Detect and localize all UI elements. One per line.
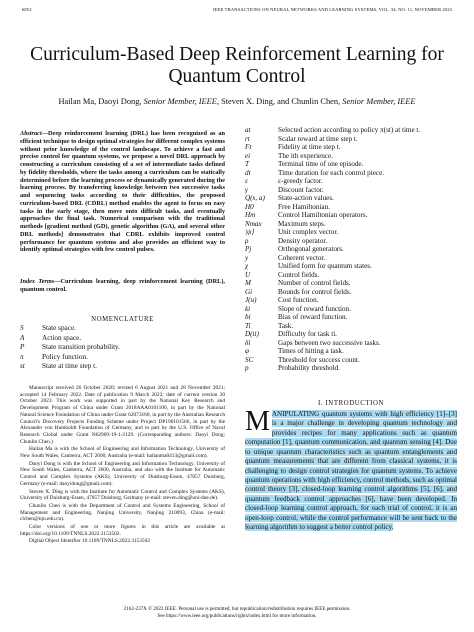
nomenclature-entry: γ Discount factor. xyxy=(245,185,324,194)
footnote-color: Color versions of one or more figures in this article are available at https://doi.org/10.1109/TNNLS.2022.3153502. xyxy=(20,524,225,537)
author-list: Hailan Ma, Daoyi Dong, Senior Member, IEEE, Steven X. Ding, and Chunlin Chen, Senior Member, IEEE xyxy=(58,97,416,106)
nomenclature-entry: A Action space. xyxy=(20,333,82,342)
index-terms-text: Curriculum learning, deep reinforcement learning (DRL), quantum control. xyxy=(20,278,226,293)
footnote-affiliation: Steven X. Ding is with the Institute for Automatic Control and Complex Systems (AKS), University of Duisburg-Essen, 47057 Duisburg, Germany (e-mail: steven.ding@uni-due.de). xyxy=(20,488,225,502)
nomenclature-entry: st State at time step t. xyxy=(20,362,97,371)
nomenclature-heading: NOMENCLATURE xyxy=(91,316,154,323)
nomenclature-entry: H0 Free Hamiltonian. xyxy=(245,202,330,211)
nomenclature-entry: y Coherent vector. xyxy=(245,253,326,262)
nomenclature-entry: Q(s, a) State-action values. xyxy=(245,194,334,203)
nomenclature-entry: dt Time duration for each control piece. xyxy=(245,168,385,177)
footnotes xyxy=(20,385,225,546)
nomenclature-entry: π Policy function. xyxy=(20,352,88,361)
nomenclature-entry: S State space. xyxy=(20,324,76,332)
nomenclature-entry: ρ Density operator. xyxy=(245,236,328,245)
nomenclature-entry: Hm Control Hamiltonian operators. xyxy=(245,211,368,220)
running-header xyxy=(22,7,452,17)
footnote-affiliation: Chunlin Chen is with the Department of Control and Systems Engineering, School of Management and Engineering, Nanjing University, Nanjing 210093, China (e-mail: clchen@nju.edu.cn). xyxy=(20,502,225,523)
nomenclature-entry: χ Unified form for quantum states. xyxy=(245,262,372,271)
nomenclature-entry: SC Threshold for success count. xyxy=(245,355,360,364)
nomenclature-entry: M Number of control fields. xyxy=(245,279,351,288)
footnote-doi: Digital Object Identifier 10.1109/TNNLS.2022.3153502 xyxy=(29,538,150,545)
nomenclature-entry: φ Times of hitting a task. xyxy=(245,347,344,356)
nomenclature-entry: Ft Fidelity at time step t. xyxy=(245,143,341,152)
paper-title: Curriculum-Based Deep Reinforcement Learning for Quantum Control xyxy=(30,44,444,87)
highlighted-text xyxy=(245,406,457,532)
nomenclature-entry: |ψ⟩ Unit complex vector. xyxy=(245,228,339,237)
nomenclature-entry: Ti Task. xyxy=(245,321,294,330)
rights-link-line: See https://www.ieee.org/publications/rights/index.html for more information. xyxy=(157,612,317,619)
nomenclature-right xyxy=(245,126,457,373)
nomenclature-entry: p Probability threshold. xyxy=(245,364,340,373)
author-2: Daoyi Dong xyxy=(98,97,140,106)
nomenclature-entry: Pj Orthogonal generators. xyxy=(245,245,344,254)
abstract-text: Deep reinforcement learning (DRL) has been recognized as an efficient technique to design optimal strategies for different complex systems without prior knowledge of the control landscape. To achieve a fast and precise control for quantum systems, we propose a novel DRL approach by constructing a curriculum consisting of a set of intermediate tasks defined by fidelity thresholds, where the tasks among a curriculum can be statically determined before the learning process or dynamically generated during the learning process. By transferring knowledge between two successive tasks and sequencing tasks according to their difficulties, the proposed curriculum-based DRL (CDRL) method enables the agent to focus on easy tasks in the early stage, then move onto difficult tasks, and eventually approaches the final task. Numerical comparison with the traditional methods [gradient method (GD), genetic algorithm (GA), and several other DRL methods] demonstrates that CDRL exhibits improved control performance for quantum systems and also provides an efficient way to identify optimal strategies with few control pulses. xyxy=(20,130,225,254)
copyright-footer xyxy=(20,606,454,620)
author-4: Chunlin Chen xyxy=(291,97,339,106)
nomenclature-entry: ei The ith experience. xyxy=(245,151,333,160)
abstract: Abstract—Deep reinforcement learning (DRL) has been recognized as an efficient technique to design optimal strategies for different complex systems without prior knowledge of the control landscape. To achieve a fast and precise control for quantum systems, we propose a novel DRL approach by constructing a curriculum consisting of a set of intermediate tasks defined by fidelity thresholds, where the tasks among a curriculum can be statically determined before the learning process or dynamically generated during the learning process. By transferring knowledge between two successive tasks and sequencing tasks according to their difficulties, the proposed curriculum-based DRL (CDRL) method enables the agent to focus on easy tasks in the early stage, then move onto difficult tasks, and eventually approaches the final task. Numerical comparison with the traditional methods [gradient method (GD), genetic algorithm (GA), and several other DRL methods] demonstrates that CDRL exhibits improved control performance for quantum systems and also provides an efficient way to identify optimal strategies with few control pulses. xyxy=(20,130,225,254)
nomenclature-entry: rt Scalar reward at time step t. xyxy=(245,134,358,143)
nomenclature-entry: ki Slope of reward function. xyxy=(245,304,351,313)
copyright-line: 2162-237X © 2022 IEEE. Personal use is permitted, but republication/redistribution requires IEEE permission. xyxy=(123,606,351,612)
section-heading-introduction: I. INTRODUCTION xyxy=(317,400,384,407)
nomenclature-entry: T Terminal time of one episode. xyxy=(245,160,364,169)
journal-name: IEEE TRANSACTIONS ON NEURAL NETWORKS AND LEARNING SYSTEMS, VOL. 34, NO. 11, NOVEMBER 2023 xyxy=(213,7,452,12)
intro-first-word: ANIPULATING xyxy=(271,410,320,418)
footnote-manuscript: Manuscript received 26 October 2020; revised 6 August 2021 and 28 November 2021; accepted 14 February 2022. Date of publication 9 March 2022; date of current version 30 October 2023. This work was supported in part by the National Key Research and Development Program of China under Grant 2018AAA0101100, in part by the National Natural Science Foundation of China under Grant 62073160, in part by the Australian Research Council's Discovery Projects Funding Scheme under Project DP190101566, in part by the Alexander von Humboldt Foundation of Germany, and in part by the U.S. Office of Naval Research Global under Grant N62909-19-1-2129. (Corresponding authors: Daoyi Dong; Chunlin Chen.) xyxy=(20,385,225,445)
index-terms-label: Index Terms xyxy=(20,278,55,285)
footnote-affiliation: Daoyi Dong is with the School of Engineering and Information Technology, University of New South Wales, Canberra, ACT 2600, Australia, and also with the Institute for Automatic Control and Complex Systems (AKS), University of Duisburg-Essen, 47057 Duisburg, Germany (e-mail: daoyidong@gmail.com). xyxy=(20,460,225,487)
nomenclature-entry: at Selected action according to policy π(st) at time t. xyxy=(245,126,421,134)
nomenclature-entry: D(ti) Difficulty for task ti. xyxy=(245,330,337,339)
nomenclature-entry: δi Gaps between two successive tasks. xyxy=(245,338,381,347)
intro-body: quantum systems with high efficiency [1]–[3] is a major challenge in developing quantum technology and provides recipes for many applications such as quantum computation [1], quantum communication, and quantum sensing [4]. Due to unique quantum characteristics such as quantum entanglements and quantum measurements that are different from classical systems, it is challenging to design control strategies for quantum systems. To achieve quantum operations with high efficiency, control methods, such as optimal control theory [3], closed-loop learning control algorithms [5], [6], and quantum feedback control approaches [6], have been developed. In closed-loop learning control approach, for each trial of control, it is an open-loop control, while the control performance will be sent back to the learning algorithm to suggest a better control policy. xyxy=(245,410,457,532)
drop-cap: M xyxy=(245,406,270,437)
nomenclature-entry: Nmax Maximum steps. xyxy=(245,219,326,228)
nomenclature-entry: ε ε-greedy factor. xyxy=(245,177,323,186)
page-number: 6852 xyxy=(22,7,32,12)
author-3: , Steven X. Ding xyxy=(216,97,273,106)
footnote-affiliation: Hailan Ma is with the School of Engineering and Information Technology, University of New South Wales, Canberra, ACT 2600, Australia (e-mail: hailanma0413@gmail.com). xyxy=(20,446,225,460)
nomenclature-entry: Gi Bounds for control fields. xyxy=(245,287,352,296)
index-terms: Index Terms—Curriculum learning, deep reinforcement learning (DRL), quantum control. xyxy=(20,278,226,293)
nomenclature-entry: U Control fields. xyxy=(245,270,320,279)
nomenclature-left xyxy=(20,324,225,372)
nomenclature-entry: J(u) Cost function. xyxy=(245,296,319,305)
abstract-label: Abstract xyxy=(20,130,42,137)
nomenclature-entry: P State transition probability. xyxy=(20,343,120,352)
nomenclature-entry: bi Bias of reward function. xyxy=(245,313,348,322)
introduction-paragraph xyxy=(245,406,457,532)
author-1: Hailan Ma xyxy=(58,97,95,106)
